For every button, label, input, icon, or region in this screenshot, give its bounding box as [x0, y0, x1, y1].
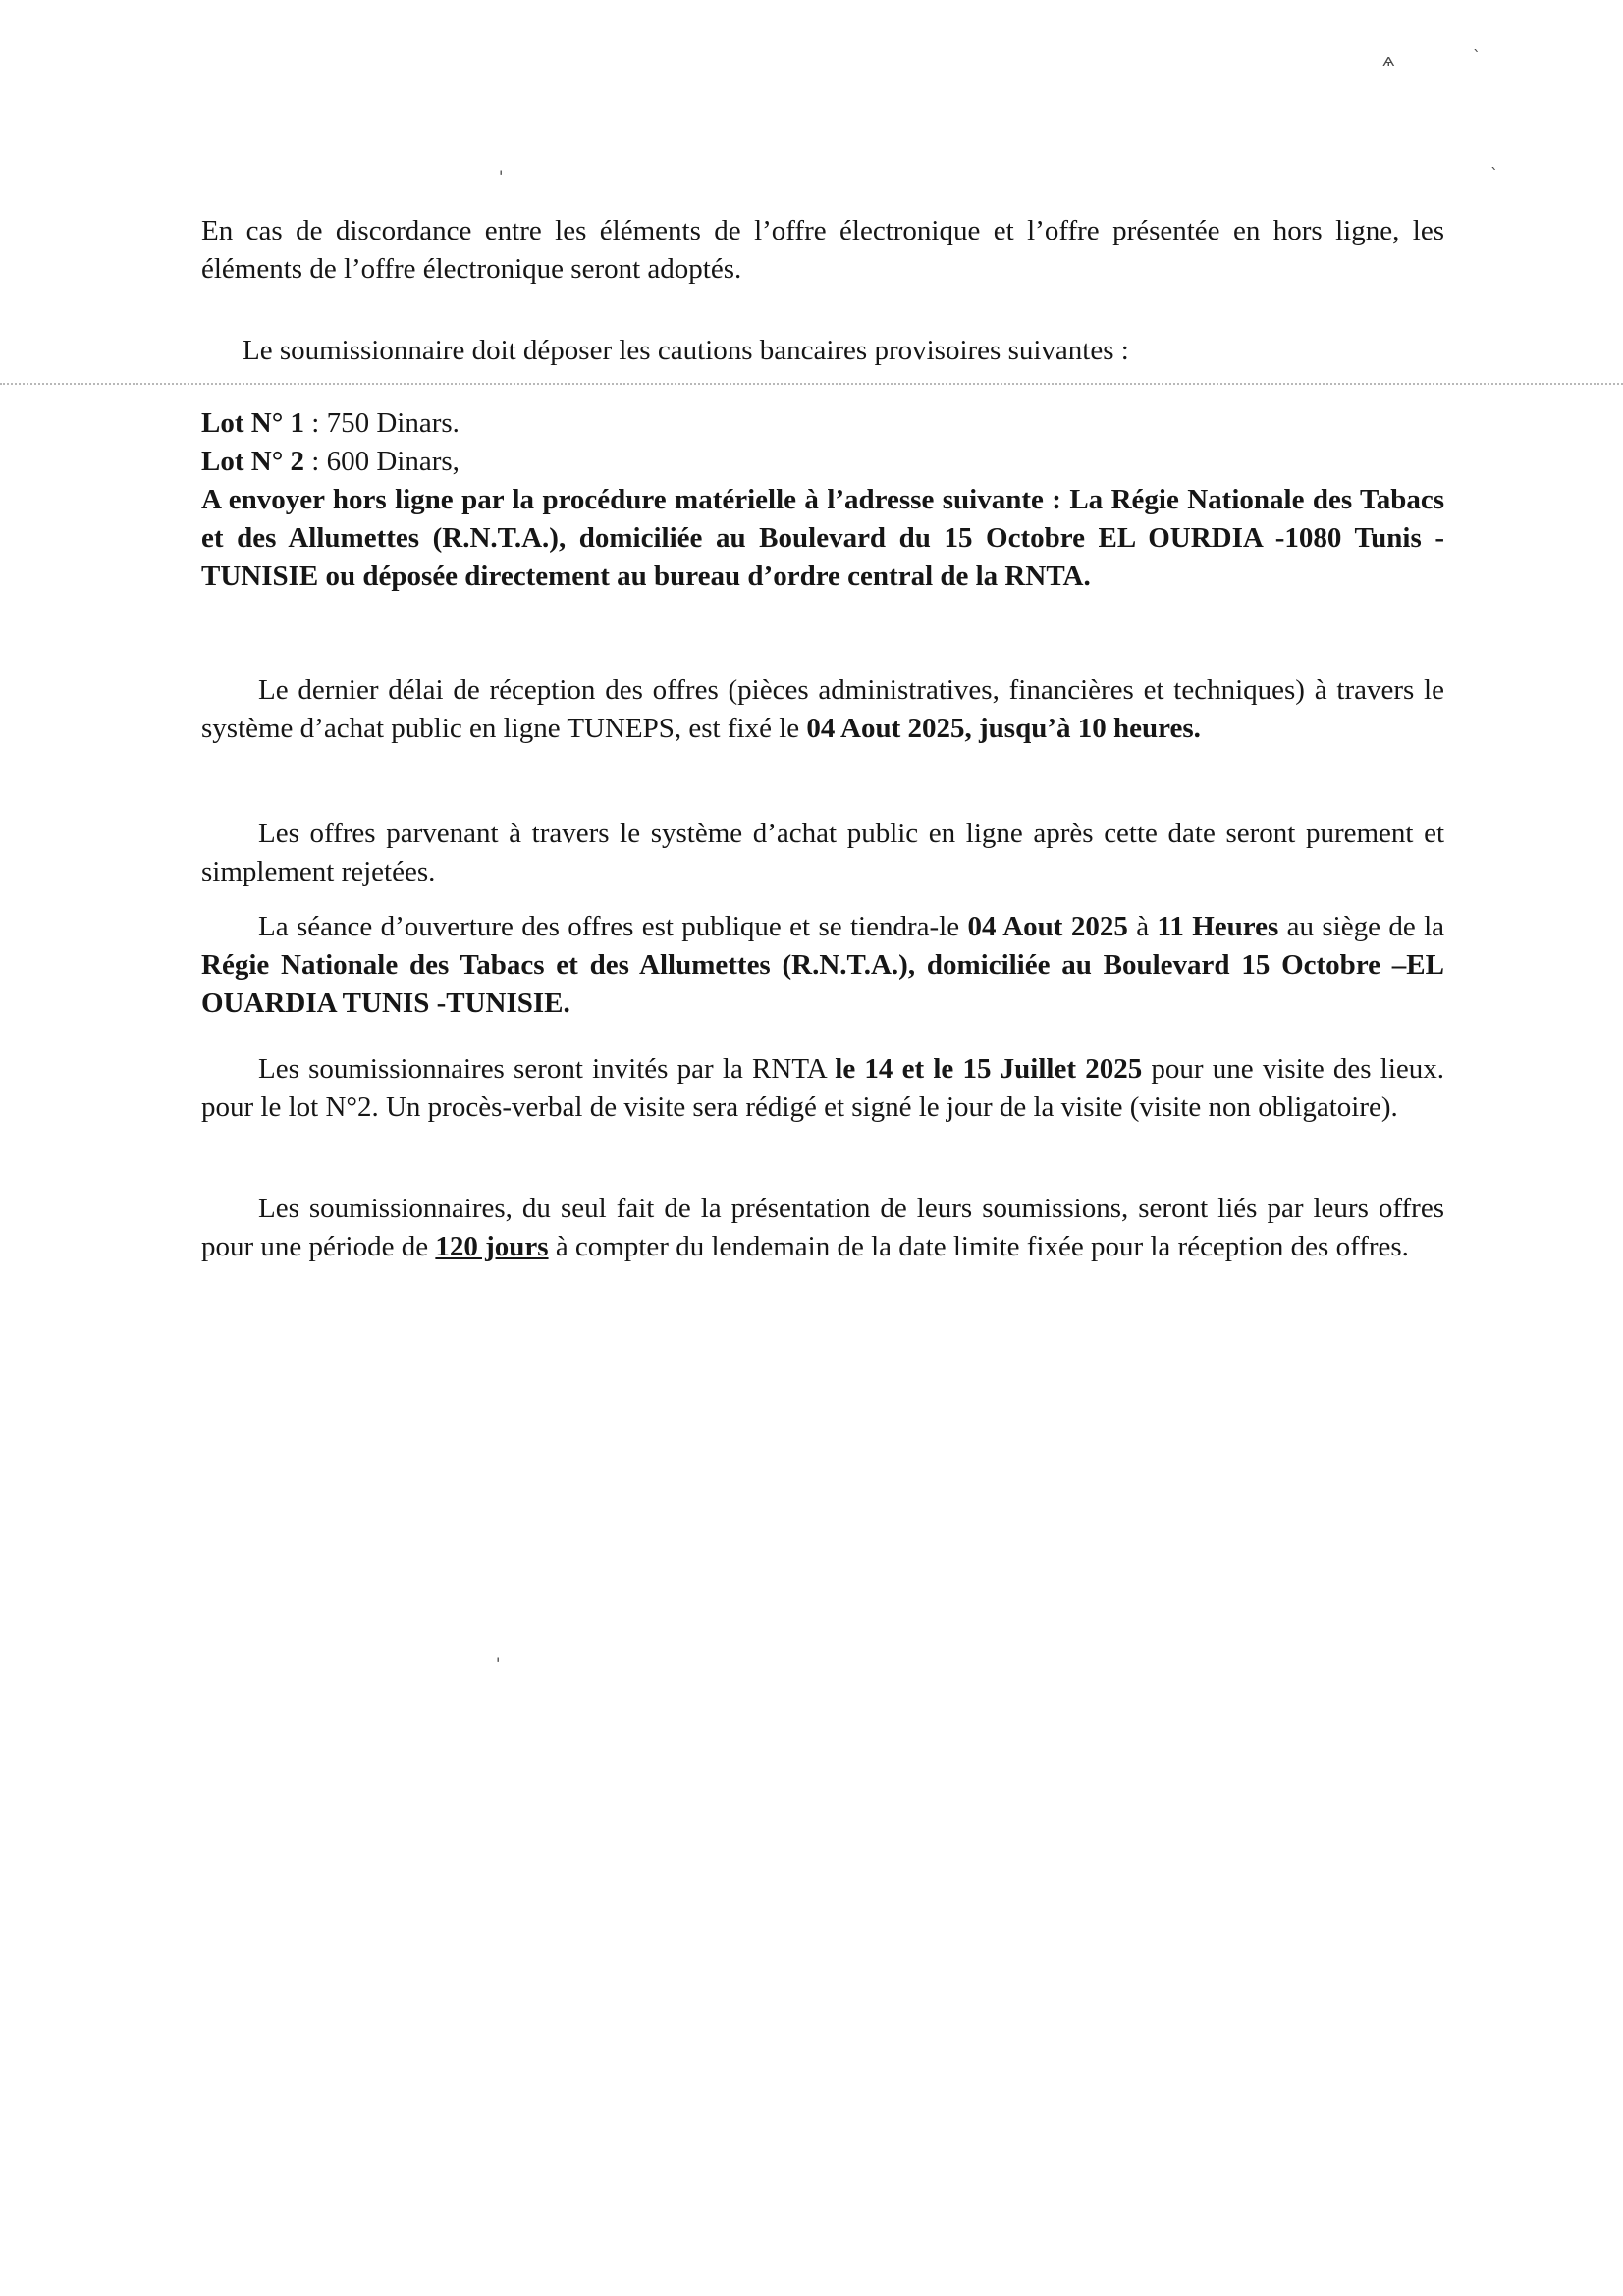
paragraph-discordance: En cas de discordance entre les éléments de l’offre électronique et l’offre présentée en hors ligne, les éléments de l’offre électronique seront adoptés. [201, 215, 1444, 285]
validity-days: 120 jours [435, 1231, 549, 1262]
paragraph-opening [201, 908, 1444, 1023]
opening-text-1: La séance d’ouverture des offres est publique et se tiendra-le [258, 911, 968, 942]
lot-2-value: : 600 Dinars, [304, 446, 460, 477]
lot-1-value: : 750 Dinars. [304, 407, 460, 439]
scan-mark: ' [499, 167, 504, 186]
scan-dotted-divider [0, 383, 1623, 385]
opening-text-3: au siège de la [1278, 911, 1445, 942]
scan-mark: ` [1490, 165, 1498, 184]
scan-mark: ѧ [1382, 51, 1395, 70]
validity-text-2: à compter du lendemain de la date limite fixée pour la réception des offres. [548, 1231, 1409, 1262]
deadline-text: Le dernier délai de réception des offres (pièces administratives, financières et techniques) à travers le système d’achat public en ligne TUNEPS, est fixé le [201, 674, 1444, 744]
opening-date: 04 Aout 2025 [967, 911, 1128, 942]
scan-mark: ` [1473, 47, 1481, 66]
paragraph-validity [201, 1190, 1444, 1266]
paragraph-cautions: Le soumissionnaire doit déposer les cautions bancaires provisoires suivantes : [243, 335, 1129, 366]
lot-2-label: Lot N° 2 [201, 446, 305, 477]
paragraph-visit [201, 1050, 1444, 1127]
opening-text-2: à [1127, 911, 1158, 942]
opening-place: Régie Nationale des Tabacs et des Allumettes (R.N.T.A.), domiciliée au Boulevard 15 Octobre –EL OUARDIA TUNIS -TUNISIE. [201, 949, 1444, 1019]
deadline-date: 04 Aout 2025, jusqu’à 10 heures. [806, 713, 1201, 744]
visit-dates: le 14 et le 15 Juillet 2025 [835, 1053, 1143, 1085]
scan-mark: ' [496, 1654, 501, 1673]
lot-1-line [201, 404, 1444, 443]
visit-text-2: pour une visite des lieux. pour le lot N°2. Un procès-verbal de visite sera rédigé et signé le jour de la visite (visite non obligatoire). [201, 1053, 1444, 1123]
paragraph-rejection: Les offres parvenant à travers le système d’achat public en ligne après cette date seront purement et simplement rejetées. [201, 818, 1444, 887]
visit-text-1: Les soumissionnaires seront invités par la RNTA [258, 1053, 836, 1085]
lots-list [201, 404, 1444, 481]
opening-hour: 11 Heures [1157, 911, 1279, 942]
lot-2-line [201, 443, 1444, 481]
lot-1-label: Lot N° 1 [201, 407, 305, 439]
paragraph-deadline [201, 671, 1444, 748]
paragraph-address: A envoyer hors ligne par la procédure matérielle à l’adresse suivante : La Régie Nationale des Tabacs et des Allumettes (R.N.T.A.), domiciliée au Boulevard du 15 Octobre EL OURDIA -1080 Tunis -TUNISIE ou déposée directement au bureau d’ordre central de la RNTA. [201, 484, 1444, 592]
validity-text-1: Les soumissionnaires, du seul fait de la présentation de leurs soumissions, seront liés par leurs offres pour une période de [201, 1193, 1444, 1262]
